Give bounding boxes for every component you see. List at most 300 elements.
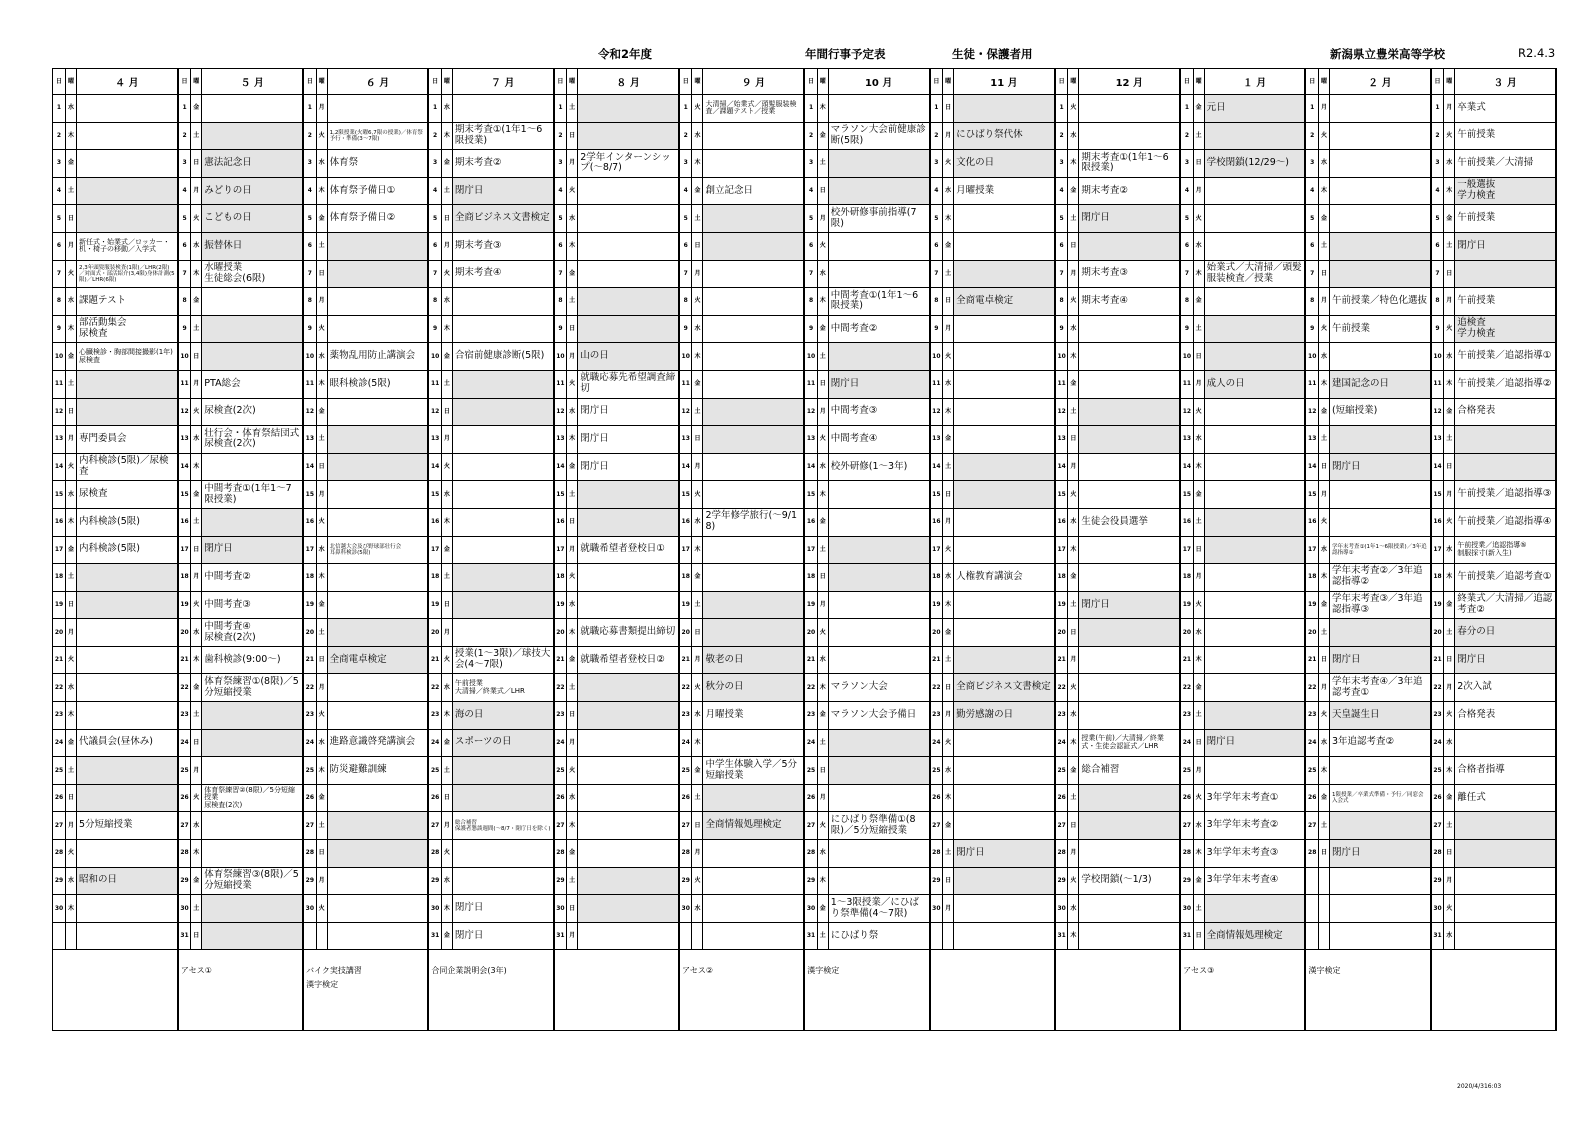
day-number: 17 — [804, 536, 817, 564]
weekday-cell: 火 — [567, 370, 578, 398]
month-notes — [1431, 950, 1556, 1031]
day-number: 3 — [1180, 150, 1193, 178]
event-cell — [703, 867, 804, 895]
weekday-cell: 日 — [817, 564, 828, 592]
event-cell: 尿検査 — [77, 481, 178, 509]
weekday-cell: 水 — [1444, 343, 1455, 371]
day-number: 2 — [554, 122, 567, 150]
event-cell: 閉庁日 — [578, 453, 679, 481]
event-cell — [703, 343, 804, 371]
day-number: 29 — [303, 867, 316, 895]
weekday-cell: 金 — [1068, 370, 1079, 398]
weekday-cell: 水 — [1318, 536, 1329, 564]
weekday-cell: 月 — [66, 232, 77, 260]
day-number: 18 — [804, 564, 817, 592]
event-cell — [1204, 591, 1305, 619]
weekday-cell: 火 — [316, 315, 327, 343]
day-number: 21 — [1180, 646, 1193, 674]
day-row — [53, 812, 1557, 840]
month-header-row — [53, 69, 1557, 95]
day-number: 16 — [554, 508, 567, 536]
event-cell — [954, 481, 1055, 509]
day-number: 27 — [428, 812, 441, 840]
day-number: 26 — [679, 784, 692, 812]
day-number: 12 — [804, 398, 817, 426]
weekday-cell: 月 — [316, 481, 327, 509]
weekday-cell: 月 — [943, 895, 954, 923]
annual-schedule-sheet — [52, 68, 1556, 1031]
day-number: 9 — [53, 315, 66, 343]
event-cell — [1204, 205, 1305, 233]
event-cell — [703, 232, 804, 260]
weekday-cell: 土 — [66, 564, 77, 592]
day-header: 日 — [554, 69, 567, 95]
notes-row — [53, 950, 1557, 1031]
day-number: 15 — [554, 481, 567, 509]
day-number: 8 — [930, 288, 943, 316]
weekday-cell: 金 — [1068, 564, 1079, 592]
event-cell — [578, 315, 679, 343]
weekday-cell: 木 — [692, 536, 703, 564]
day-number: 16 — [1055, 508, 1068, 536]
day-number: 19 — [1431, 591, 1444, 619]
weekday-cell: 金 — [66, 150, 77, 178]
day-number: 8 — [1180, 288, 1193, 316]
weekday-cell: 水 — [1444, 536, 1455, 564]
event-cell: 午前授業／追認考査① — [1455, 564, 1556, 592]
day-number: 8 — [178, 288, 191, 316]
event-cell: 閉庁日 — [452, 895, 553, 923]
day-number: 23 — [303, 702, 316, 730]
day-number: 4 — [804, 177, 817, 205]
day-header: 日 — [804, 69, 817, 95]
day-number: 9 — [1055, 315, 1068, 343]
weekday-cell: 月 — [66, 619, 77, 647]
weekday-cell: 水 — [316, 536, 327, 564]
weekday-cell: 日 — [817, 757, 828, 785]
weekday-cell: 月 — [943, 702, 954, 730]
event-cell: 中間考査④ — [828, 426, 929, 454]
event-cell: 一般選抜 学力検査 — [1455, 177, 1556, 205]
event-cell: みどりの日 — [202, 177, 303, 205]
weekday-cell: 木 — [943, 205, 954, 233]
weekday-cell: 土 — [1068, 205, 1079, 233]
day-number: 7 — [1305, 260, 1318, 288]
event-cell — [1204, 674, 1305, 702]
event-cell: 課題テスト — [77, 288, 178, 316]
weekday-cell — [66, 922, 77, 950]
event-cell: 午前授業／特色化選抜 — [1329, 288, 1430, 316]
event-cell: 勤労感謝の日 — [954, 702, 1055, 730]
weekday-header: 曜 — [66, 69, 77, 95]
event-cell: マラソン大会予備日 — [828, 702, 929, 730]
event-cell: 天皇誕生日 — [1329, 702, 1430, 730]
event-cell: 学年末考査②／3年追認指導② — [1329, 564, 1430, 592]
event-cell — [578, 232, 679, 260]
event-cell — [703, 426, 804, 454]
event-cell — [1329, 177, 1430, 205]
event-cell — [77, 564, 178, 592]
weekday-cell: 金 — [316, 205, 327, 233]
event-cell: 3年学年末考査③ — [1204, 840, 1305, 868]
weekday-cell: 木 — [1444, 177, 1455, 205]
day-number: 6 — [1431, 232, 1444, 260]
event-cell — [828, 508, 929, 536]
weekday-cell: 火 — [441, 453, 452, 481]
weekday-cell: 木 — [1193, 260, 1204, 288]
day-row — [53, 343, 1557, 371]
event-cell — [1079, 812, 1180, 840]
weekday-cell: 木 — [191, 646, 202, 674]
weekday-cell: 土 — [567, 288, 578, 316]
weekday-cell: 水 — [567, 205, 578, 233]
day-number: 4 — [930, 177, 943, 205]
month-header: ４ 月 — [77, 69, 178, 95]
event-cell — [828, 536, 929, 564]
event-cell — [202, 922, 303, 950]
day-number: 27 — [53, 812, 66, 840]
day-number: 13 — [1431, 426, 1444, 454]
day-number: 31 — [554, 922, 567, 950]
event-cell — [202, 453, 303, 481]
weekday-cell: 日 — [692, 619, 703, 647]
event-cell — [954, 370, 1055, 398]
event-cell: 山の日 — [578, 343, 679, 371]
weekday-cell: 月 — [1318, 288, 1329, 316]
weekday-cell: 火 — [316, 895, 327, 923]
event-cell — [77, 840, 178, 868]
weekday-cell: 日 — [1068, 232, 1079, 260]
day-number: 15 — [428, 481, 441, 509]
day-number: 31 — [1055, 922, 1068, 950]
day-number: 13 — [554, 426, 567, 454]
weekday-cell: 月 — [1318, 481, 1329, 509]
weekday-cell: 日 — [441, 591, 452, 619]
weekday-cell: 木 — [191, 840, 202, 868]
event-cell: 2学年インターンシップ(～8/7) — [578, 150, 679, 178]
day-number: 27 — [303, 812, 316, 840]
weekday-cell: 土 — [692, 205, 703, 233]
event-cell: 1～3限授業／にひばり祭準備(4～7限) — [828, 895, 929, 923]
weekday-cell: 土 — [817, 729, 828, 757]
weekday-cell: 日 — [692, 232, 703, 260]
event-cell — [452, 370, 553, 398]
weekday-cell: 火 — [441, 646, 452, 674]
event-cell — [578, 122, 679, 150]
day-number: 19 — [303, 591, 316, 619]
event-cell — [202, 729, 303, 757]
weekday-cell: 水 — [943, 564, 954, 592]
event-cell: 閉庁日 — [1455, 646, 1556, 674]
weekday-cell: 土 — [567, 867, 578, 895]
day-number: 24 — [1305, 729, 1318, 757]
event-cell — [703, 315, 804, 343]
weekday-cell: 火 — [943, 150, 954, 178]
event-cell: 追検査 学力検査 — [1455, 315, 1556, 343]
weekday-cell: 土 — [191, 315, 202, 343]
day-number: 25 — [428, 757, 441, 785]
event-cell: 午前授業／追認指導③ — [1455, 481, 1556, 509]
weekday-cell: 水 — [692, 508, 703, 536]
day-number — [679, 922, 692, 950]
weekday-cell: 金 — [1444, 205, 1455, 233]
weekday-cell: 月 — [441, 812, 452, 840]
event-cell: 全商電卓検定 — [954, 288, 1055, 316]
event-cell — [327, 702, 428, 730]
weekday-cell: 火 — [692, 95, 703, 123]
weekday-cell — [1318, 895, 1329, 923]
weekday-cell: 日 — [1444, 840, 1455, 868]
weekday-cell: 火 — [441, 840, 452, 868]
event-cell: 振替休日 — [202, 232, 303, 260]
weekday-cell: 木 — [66, 122, 77, 150]
day-number: 4 — [178, 177, 191, 205]
day-number: 29 — [1180, 867, 1193, 895]
day-number: 9 — [1180, 315, 1193, 343]
weekday-cell: 木 — [66, 508, 77, 536]
event-cell — [1079, 398, 1180, 426]
day-number: 10 — [178, 343, 191, 371]
day-number: 9 — [1305, 315, 1318, 343]
weekday-cell: 水 — [1193, 812, 1204, 840]
day-number: 18 — [53, 564, 66, 592]
day-header: 日 — [1431, 69, 1444, 95]
weekday-cell: 火 — [66, 840, 77, 868]
event-cell — [1204, 481, 1305, 509]
weekday-header: 曜 — [441, 69, 452, 95]
day-number: 16 — [53, 508, 66, 536]
event-cell — [828, 619, 929, 647]
day-row — [53, 536, 1557, 564]
day-number: 30 — [679, 895, 692, 923]
day-number: 22 — [53, 674, 66, 702]
event-cell — [954, 453, 1055, 481]
event-cell — [77, 398, 178, 426]
day-number: 28 — [428, 840, 441, 868]
weekday-cell: 火 — [567, 757, 578, 785]
day-row — [53, 702, 1557, 730]
weekday-cell: 土 — [441, 757, 452, 785]
event-cell — [1204, 177, 1305, 205]
day-number: 25 — [1305, 757, 1318, 785]
day-number: 16 — [178, 508, 191, 536]
day-number: 30 — [178, 895, 191, 923]
weekday-cell: 月 — [191, 564, 202, 592]
weekday-cell: 水 — [1318, 343, 1329, 371]
day-number: 25 — [178, 757, 191, 785]
day-number: 18 — [1180, 564, 1193, 592]
event-cell: 体育祭予備日② — [327, 205, 428, 233]
weekday-cell: 火 — [1068, 867, 1079, 895]
day-number: 26 — [1180, 784, 1193, 812]
day-row — [53, 150, 1557, 178]
day-number: 17 — [303, 536, 316, 564]
day-number: 29 — [804, 867, 817, 895]
event-cell — [578, 702, 679, 730]
weekday-cell: 木 — [66, 895, 77, 923]
event-cell — [327, 840, 428, 868]
event-cell — [77, 702, 178, 730]
weekday-cell: 日 — [316, 260, 327, 288]
day-number: 10 — [804, 343, 817, 371]
weekday-cell: 土 — [1193, 702, 1204, 730]
day-number: 8 — [428, 288, 441, 316]
month-notes: 漢字検定 — [804, 950, 929, 1031]
event-cell — [828, 232, 929, 260]
event-cell — [828, 481, 929, 509]
weekday-cell: 木 — [817, 481, 828, 509]
weekday-cell: 火 — [1193, 205, 1204, 233]
weekday-cell: 木 — [567, 619, 578, 647]
day-number: 26 — [1305, 784, 1318, 812]
weekday-cell: 水 — [191, 232, 202, 260]
event-cell: 歯科検診(9:00～) — [202, 646, 303, 674]
day-number: 23 — [1305, 702, 1318, 730]
event-cell — [703, 619, 804, 647]
event-cell — [703, 260, 804, 288]
month-header: ９ 月 — [703, 69, 804, 95]
weekday-cell: 日 — [1318, 260, 1329, 288]
day-number: 20 — [679, 619, 692, 647]
month-header: 10 月 — [828, 69, 929, 95]
event-cell: 水曜授業 生徒総会(6限) — [202, 260, 303, 288]
day-number: 10 — [1431, 343, 1444, 371]
event-cell — [77, 674, 178, 702]
day-row — [53, 205, 1557, 233]
day-number: 10 — [1055, 343, 1068, 371]
weekday-cell: 月 — [943, 122, 954, 150]
weekday-cell: 土 — [1193, 122, 1204, 150]
day-number: 27 — [679, 812, 692, 840]
day-number: 1 — [303, 95, 316, 123]
event-cell — [578, 784, 679, 812]
day-number: 19 — [428, 591, 441, 619]
day-number: 27 — [1305, 812, 1318, 840]
month-header: ７ 月 — [452, 69, 553, 95]
event-cell — [1455, 840, 1556, 868]
event-cell: 専門委員会 — [77, 426, 178, 454]
weekday-cell: 金 — [943, 812, 954, 840]
day-number: 21 — [1055, 646, 1068, 674]
day-number: 13 — [428, 426, 441, 454]
day-number: 28 — [53, 840, 66, 868]
weekday-cell: 土 — [1318, 232, 1329, 260]
day-number: 16 — [428, 508, 441, 536]
weekday-cell: 火 — [1444, 315, 1455, 343]
weekday-cell: 火 — [692, 867, 703, 895]
event-cell — [452, 481, 553, 509]
weekday-cell: 木 — [567, 426, 578, 454]
day-number: 3 — [1305, 150, 1318, 178]
day-row — [53, 591, 1557, 619]
day-number: 20 — [1431, 619, 1444, 647]
weekday-cell: 金 — [1444, 784, 1455, 812]
weekday-cell: 日 — [943, 288, 954, 316]
weekday-cell: 火 — [191, 591, 202, 619]
event-cell: 春分の日 — [1455, 619, 1556, 647]
day-number: 23 — [1180, 702, 1193, 730]
event-cell — [202, 122, 303, 150]
day-number: 3 — [679, 150, 692, 178]
day-number: 18 — [554, 564, 567, 592]
event-cell: 体育祭練習①(8限)／5分短縮授業 — [202, 674, 303, 702]
event-cell: 閉庁日 — [1079, 591, 1180, 619]
weekday-cell: 日 — [1193, 729, 1204, 757]
weekday-cell: 水 — [1318, 729, 1329, 757]
event-cell — [703, 784, 804, 812]
day-number: 7 — [428, 260, 441, 288]
weekday-cell: 木 — [943, 398, 954, 426]
event-cell — [452, 398, 553, 426]
day-number: 11 — [930, 370, 943, 398]
day-number: 13 — [1055, 426, 1068, 454]
event-cell — [452, 508, 553, 536]
day-number: 27 — [178, 812, 191, 840]
day-number: 5 — [1431, 205, 1444, 233]
day-number: 22 — [1055, 674, 1068, 702]
weekday-cell: 金 — [441, 150, 452, 178]
weekday-cell: 日 — [1068, 812, 1079, 840]
day-number: 11 — [53, 370, 66, 398]
day-number: 12 — [1055, 398, 1068, 426]
weekday-cell: 木 — [817, 674, 828, 702]
day-number: 13 — [1180, 426, 1193, 454]
event-cell: 敬老の日 — [703, 646, 804, 674]
day-number: 28 — [930, 840, 943, 868]
day-row — [53, 453, 1557, 481]
weekday-cell: 水 — [567, 398, 578, 426]
weekday-cell: 水 — [567, 591, 578, 619]
weekday-cell: 木 — [1444, 757, 1455, 785]
weekday-cell: 火 — [817, 812, 828, 840]
weekday-cell: 水 — [316, 150, 327, 178]
event-cell — [1079, 426, 1180, 454]
weekday-cell: 月 — [1068, 840, 1079, 868]
day-number: 5 — [178, 205, 191, 233]
event-cell: 閉庁日 — [452, 922, 553, 950]
weekday-cell: 木 — [943, 784, 954, 812]
weekday-cell: 火 — [316, 702, 327, 730]
day-row — [53, 674, 1557, 702]
day-number: 1 — [679, 95, 692, 123]
weekday-cell: 日 — [1068, 426, 1079, 454]
event-cell: 閉庁日 — [954, 840, 1055, 868]
weekday-cell: 水 — [1193, 426, 1204, 454]
event-cell — [1079, 453, 1180, 481]
event-cell — [578, 177, 679, 205]
weekday-cell: 水 — [316, 343, 327, 371]
day-number: 10 — [554, 343, 567, 371]
revision-label: R2.4.3 — [1518, 46, 1556, 60]
day-row — [53, 260, 1557, 288]
day-number: 15 — [1431, 481, 1444, 509]
event-cell: 期末考査② — [1079, 177, 1180, 205]
day-number: 7 — [679, 260, 692, 288]
event-cell: 心臓検診・胸部間接撮影(1年) 尿検査 — [77, 343, 178, 371]
weekday-cell: 木 — [1193, 453, 1204, 481]
weekday-cell: 月 — [1444, 481, 1455, 509]
day-header: 日 — [679, 69, 692, 95]
event-cell — [452, 564, 553, 592]
day-number: 5 — [1180, 205, 1193, 233]
event-cell — [327, 95, 428, 123]
day-number: 9 — [178, 315, 191, 343]
day-number: 30 — [804, 895, 817, 923]
day-number: 24 — [428, 729, 441, 757]
day-number: 30 — [1431, 895, 1444, 923]
weekday-cell: 金 — [567, 646, 578, 674]
weekday-cell: 土 — [191, 122, 202, 150]
